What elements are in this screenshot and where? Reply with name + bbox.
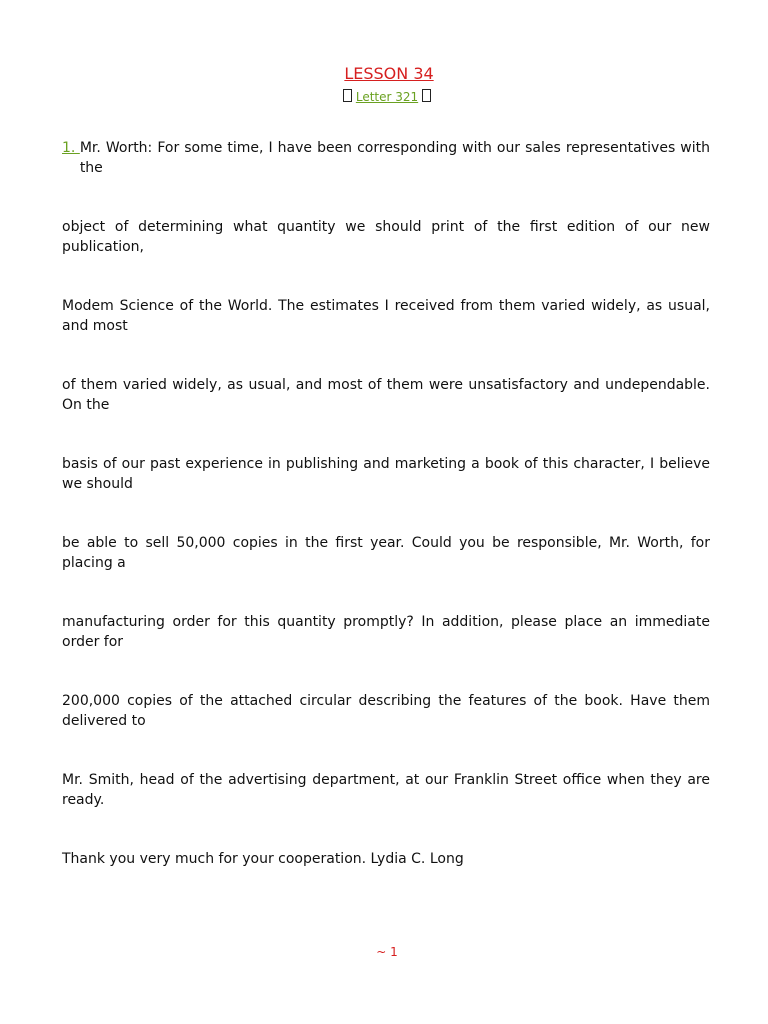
paragraph: of them varied widely, as usual, and most of them were unsatisfactory and undependable. On the <box>62 377 710 413</box>
paragraph: 200,000 copies of the attached circular describing the features of the book. Have them delivered to <box>62 693 710 729</box>
subtitle <box>0 88 768 107</box>
item-number[interactable]: 1. <box>62 140 80 156</box>
paragraph: Modem Science of the World. The estimates I received from them varied widely, as usual, and most <box>62 298 710 334</box>
letter-body <box>62 139 710 910</box>
page-title: LESSON 34 <box>344 64 434 83</box>
box-glyph-icon <box>343 89 352 102</box>
paragraph <box>62 139 710 178</box>
paragraph: object of determining what quantity we should print of the first edition of our new publication, <box>62 219 710 255</box>
page-number: ~ 1 <box>376 945 398 959</box>
closing-paragraph: Thank you very much for your cooperation. Lydia C. Long <box>62 851 464 867</box>
paragraph: basis of our past experience in publishing and marketing a book of this character, I believe we should <box>62 456 710 492</box>
paragraph-text: Mr. Worth: For some time, I have been corresponding with our sales representatives with the <box>79 140 710 176</box>
paragraph: Mr. Smith, head of the advertising department, at our Franklin Street office when they are ready. <box>62 772 710 808</box>
letter-link[interactable]: Letter 321 <box>355 90 419 104</box>
box-glyph-icon <box>422 89 431 102</box>
paragraph: be able to sell 50,000 copies in the first year. Could you be responsible, Mr. Worth, for placing a <box>62 535 710 571</box>
paragraph: manufacturing order for this quantity promptly? In addition, please place an immediate order for <box>62 614 710 650</box>
